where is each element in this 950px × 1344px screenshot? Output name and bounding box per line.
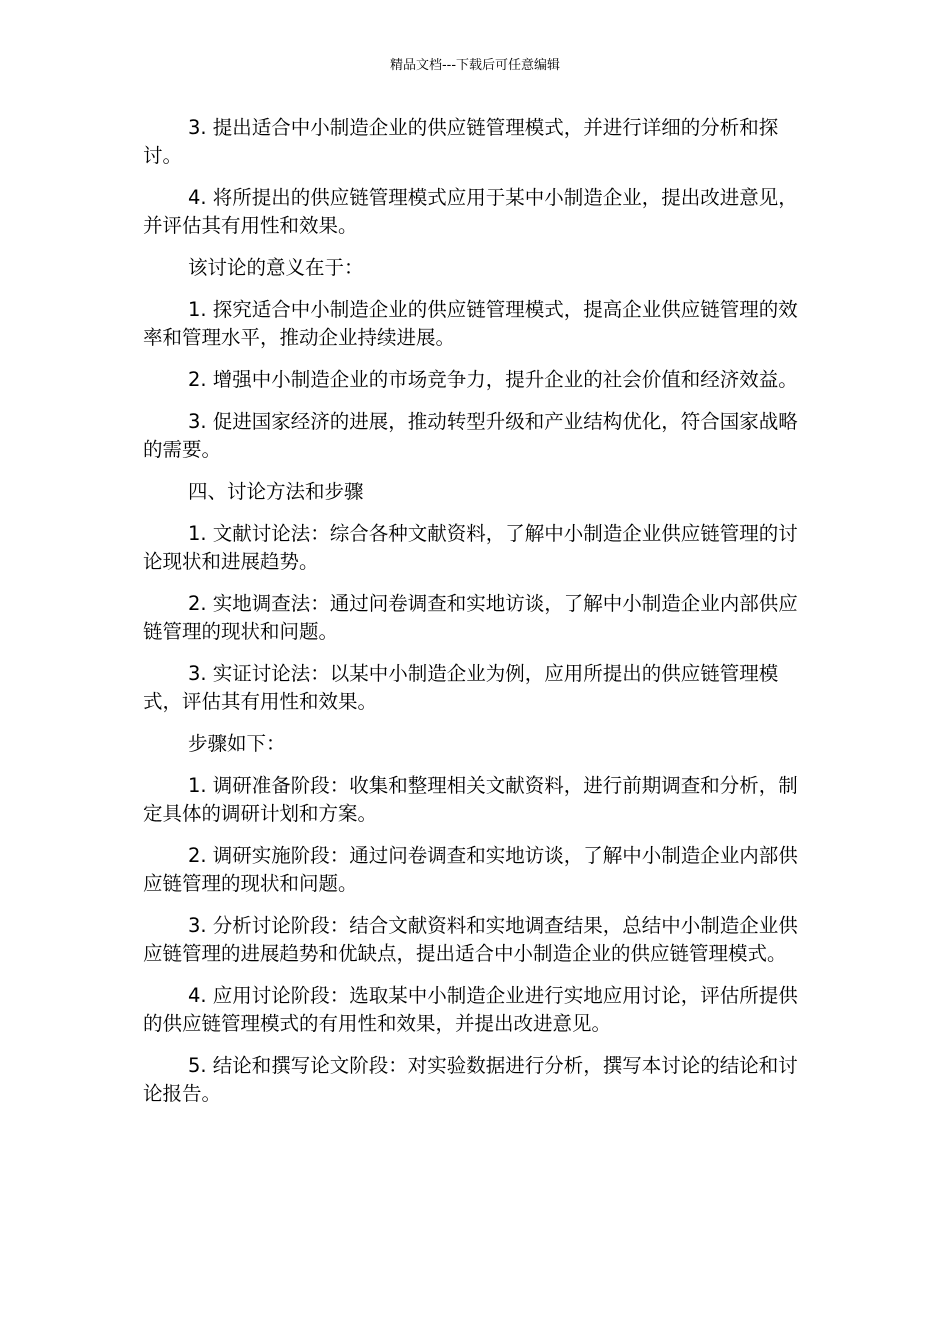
paragraph-method-2: 2. 实地调查法：通过问卷调查和实地访谈，了解中小制造企业内部供应链管理的现状和问题。 [143, 592, 798, 643]
document-body [143, 114, 807, 1122]
paragraph-significance-1: 1. 探究适合中小制造企业的供应链管理模式，提高企业供应链管理的效率和管理水平，推动企业持续进展。 [143, 298, 798, 349]
paragraph-significance-3: 3. 促进国家经济的进展，推动转型升级和产业结构优化，符合国家战略的需要。 [143, 410, 798, 461]
paragraph-method-1: 1. 文献讨论法：综合各种文献资料，了解中小制造企业供应链管理的讨论现状和进展趋势。 [143, 522, 798, 573]
paragraph-step-5: 5. 结论和撰写论文阶段：对实验数据进行分析，撰写本讨论的结论和讨论报告。 [143, 1054, 798, 1105]
page-header: 精品文档---下载后可任意编辑 [389, 58, 561, 73]
paragraph-objective-3: 3. 提出适合中小制造企业的供应链管理模式，并进行详细的分析和探讨。 [143, 116, 779, 167]
paragraph-objective-4: 4. 将所提出的供应链管理模式应用于某中小制造企业，提出改进意见，并评估其有用性和效果。 [143, 186, 798, 237]
paragraph-significance-2: 2. 增强中小制造企业的市场竞争力，提升企业的社会价值和经济效益。 [188, 368, 798, 391]
paragraph-step-2: 2. 调研实施阶段：通过问卷调查和实地访谈，了解中小制造企业内部供应链管理的现状和问题。 [143, 844, 798, 895]
paragraph-step-4: 4. 应用讨论阶段：选取某中小制造企业进行实地应用讨论，评估所提供的供应链管理模式的有用性和效果，并提出改进意见。 [143, 984, 798, 1035]
section-heading-methods: 四、讨论方法和步骤 [188, 480, 364, 503]
paragraph-significance-intro: 该讨论的意义在于： [188, 256, 364, 279]
paragraph-steps-intro: 步骤如下： [188, 732, 286, 755]
paragraph-step-3: 3. 分析讨论阶段：结合文献资料和实地调查结果，总结中小制造企业供应链管理的进展趋势和优缺点，提出适合中小制造企业的供应链管理模式。 [143, 914, 798, 965]
paragraph-step-1: 1. 调研准备阶段：收集和整理相关文献资料，进行前期调查和分析，制定具体的调研计划和方案。 [143, 774, 798, 825]
paragraph-method-3: 3. 实证讨论法：以某中小制造企业为例，应用所提出的供应链管理模式，评估其有用性和效果。 [143, 662, 779, 713]
